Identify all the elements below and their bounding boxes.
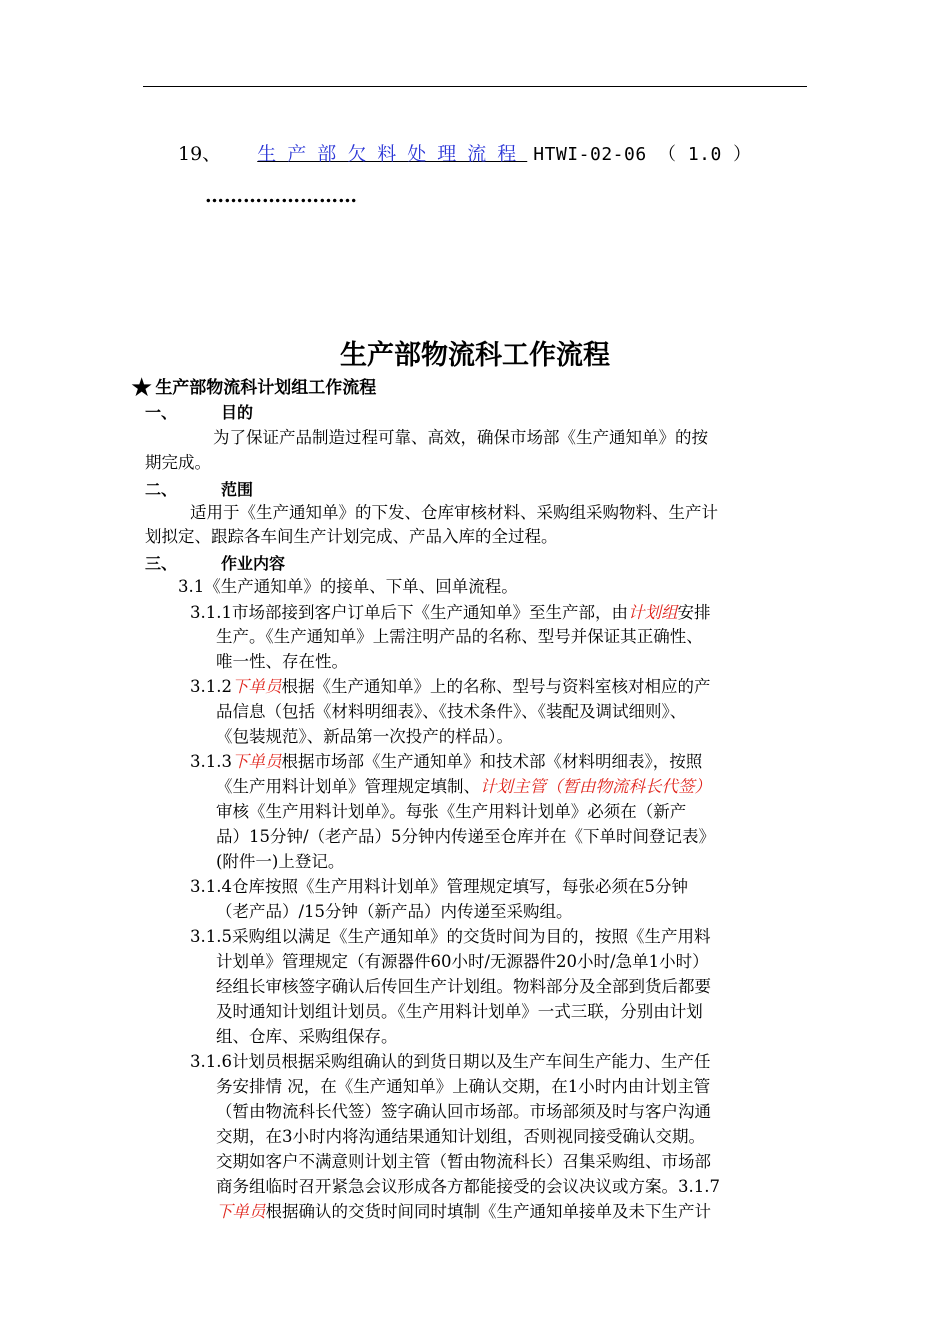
- paragraph-line: 适用于《生产通知单》的下发、仓库审核材料、采购组采购物料、生产计: [190, 503, 718, 522]
- header-rule: [143, 86, 807, 87]
- paragraph-line: 《生产用料计划单》管理规定填制、计划主管（暂由物流科长代签）: [216, 777, 711, 796]
- section-label: 目的: [221, 403, 254, 422]
- toc-code: HTWI-02-06 （ 1.0 ）: [533, 144, 752, 165]
- star-icon: ★: [130, 373, 154, 403]
- paragraph-line: 3.1.5采购组以满足《生产通知单》的交货时间为目的，按照《生产用料: [190, 927, 711, 946]
- paragraph-line: 3.1.6计划员根据采购组确认的到货日期以及生产车间生产能力、生产任: [190, 1052, 711, 1071]
- section-heading: [145, 551, 285, 574]
- paragraph-line: (附件一)上登记。: [216, 852, 345, 871]
- paragraph-line: 计划单》管理规定（有源器件60小时/无源器件20小时/急单1小时）: [216, 952, 709, 971]
- highlight-text: 下单员: [231, 752, 282, 771]
- paragraph-line: 经组长审核签字确认后传回生产计划组。物料部分及全部到货后都要: [216, 977, 711, 996]
- paragraph-line: 商务组临时召开紧急会议形成各方都能接受的会议决议或方案。3.1.7: [216, 1177, 720, 1196]
- paragraph-line: 3.1.4仓库按照《生产用料计划单》管理规定填写，每张必须在5分钟: [190, 877, 688, 896]
- paragraph-line: 《包装规范》、新品第一次投产的样品）。: [216, 727, 513, 746]
- section-heading: [145, 400, 253, 423]
- paragraph-line: 生产。《生产通知单》上需注明产品的名称、型号并保证其正确性、: [216, 627, 703, 646]
- paragraph-line: 3.1《生产通知单》的接单、下单、回单流程。: [178, 577, 518, 596]
- highlight-text: 计划组: [627, 603, 678, 622]
- section-number: 二、: [145, 480, 178, 499]
- paragraph-line: 划拟定、跟踪各车间生产计划完成、产品入库的全过程。: [145, 527, 558, 546]
- paragraph-line: 期完成。: [145, 453, 211, 472]
- section-number: 三、: [145, 554, 178, 573]
- section-heading: [145, 477, 253, 500]
- paragraph-line: 及时通知计划组计划员。《生产用料计划单》一式三联，分别由计划: [216, 1002, 703, 1021]
- paragraph-line: 交期，在3小时内将沟通结果通知计划组，否则视同接受确认交期。: [216, 1127, 705, 1146]
- paragraph-line: 品）15分钟/（老产品）5分钟内传递至仓库并在《下单时间登记表》: [216, 827, 716, 846]
- subtitle: [130, 373, 376, 403]
- paragraph-line: 下单员根据确认的交货时间同时填制《生产通知单接单及未下生产计: [216, 1202, 711, 1221]
- paragraph-line: 组、仓库、采购组保存。: [216, 1027, 398, 1046]
- paragraph-line: 为了保证产品制造过程可靠、高效，确保市场部《生产通知单》的按: [213, 428, 708, 447]
- highlight-text: 下单员: [216, 1202, 266, 1221]
- highlight-text: 计划主管（暂由物流科长代签）: [480, 777, 711, 796]
- section-label: 作业内容: [221, 554, 286, 573]
- paragraph-line: 审核《生产用料计划单》。每张《生产用料计划单》必须在（新产: [216, 802, 687, 821]
- paragraph-line: 3.1.1市场部接到客户订单后下《生产通知单》至生产部，由计划组安排: [190, 603, 711, 622]
- toc-dots: ……………………: [205, 185, 357, 207]
- toc-entry: [178, 139, 752, 166]
- paragraph-line: 交期如客户不满意则计划主管（暂由物流科长）召集采购组、市场部: [216, 1152, 711, 1171]
- section-number: 一、: [145, 403, 178, 422]
- subtitle-text: 生产部物流科计划组工作流程: [155, 378, 377, 398]
- paragraph-line: 唯一性、存在性。: [216, 652, 348, 671]
- section-label: 范围: [221, 480, 254, 499]
- paragraph-line: （暂由物流科长代签）签字确认回市场部。市场部须及时与客户沟通: [216, 1102, 711, 1121]
- paragraph-line: 品信息（包括《材料明细表》、《技术条件》、《装配及调试细则》、: [216, 702, 687, 721]
- toc-link[interactable]: 生产部欠料处理流程: [257, 143, 528, 165]
- paragraph-line: （老产品）/15分钟（新产品）内传递至采购组。: [216, 902, 573, 921]
- toc-number: 19、: [178, 143, 222, 165]
- page-title: 生产部物流科工作流程: [340, 340, 610, 371]
- paragraph-line: 3.1.2下单员根据《生产通知单》上的名称、型号与资料室核对相应的产: [190, 677, 711, 696]
- highlight-text: 下单员: [231, 677, 282, 696]
- paragraph-line: 务安排情 况，在《生产通知单》上确认交期，在1小时内由计划主管: [216, 1077, 711, 1096]
- paragraph-line: 3.1.3下单员根据市场部《生产通知单》和技术部《材料明细表》，按照: [190, 752, 703, 771]
